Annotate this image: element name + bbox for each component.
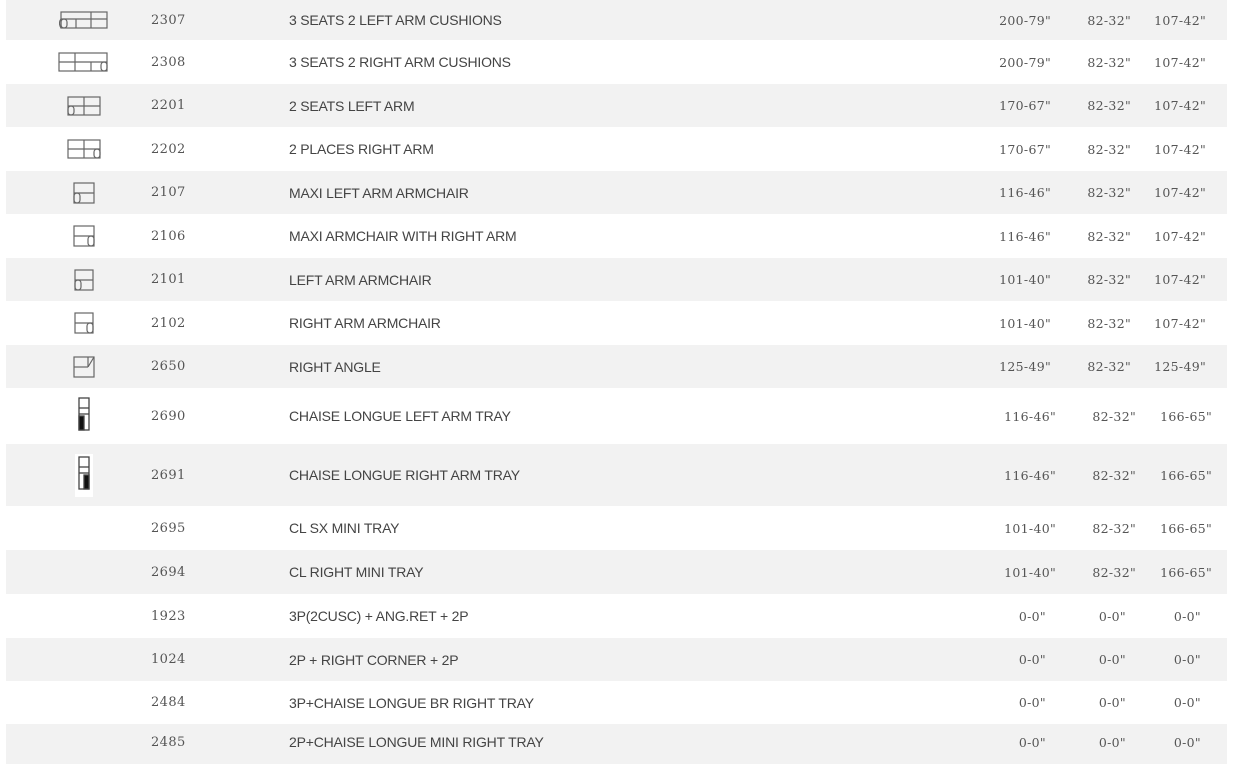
row-depth: 82-32" <box>1092 564 1136 580</box>
row-code: 1024 <box>151 652 186 667</box>
row-depth: 82-32" <box>1087 272 1131 287</box>
row-depth: 82-32" <box>1087 359 1131 374</box>
table-row <box>6 258 1227 301</box>
row-width: 0-0" <box>1018 695 1046 710</box>
row-depth: 82-32" <box>1087 54 1131 70</box>
row-width: 101-40" <box>1004 564 1056 580</box>
row-code: 2202 <box>151 141 186 157</box>
row-height: 107-42" <box>1154 141 1206 157</box>
two-seat-left-arm-icon <box>44 84 124 127</box>
row-height: 0-0" <box>1173 652 1201 667</box>
table-row <box>6 171 1227 214</box>
row-height: 107-42" <box>1154 228 1206 244</box>
row-code: 2201 <box>151 98 186 113</box>
right-angle-icon <box>44 345 124 388</box>
row-description: 2P+CHAISE LONGUE MINI RIGHT TRAY <box>289 734 544 750</box>
three-seat-left-arm-icon <box>44 0 124 40</box>
row-description: 2 PLACES RIGHT ARM <box>289 141 434 157</box>
table-row <box>6 506 1227 550</box>
row-depth: 82-32" <box>1087 98 1131 113</box>
row-height: 107-42" <box>1154 98 1206 113</box>
row-description: 3P+CHAISE LONGUE BR RIGHT TRAY <box>289 694 534 711</box>
chaise-left-tray-icon <box>44 388 124 444</box>
row-code: 2484 <box>151 695 186 710</box>
row-depth: 82-32" <box>1087 12 1131 28</box>
row-description: 2P + RIGHT CORNER + 2P <box>289 651 459 668</box>
row-depth: 82-32" <box>1092 520 1136 536</box>
row-description: 3 SEATS 2 LEFT ARM CUSHIONS <box>289 12 502 28</box>
table-row <box>6 127 1227 171</box>
row-depth: 0-0" <box>1098 695 1126 710</box>
row-code: 2106 <box>151 228 186 244</box>
row-width: 170-67" <box>999 98 1051 113</box>
row-code: 2107 <box>151 185 186 200</box>
row-description: MAXI LEFT ARM ARMCHAIR <box>289 184 469 201</box>
row-width: 116-46" <box>999 228 1051 244</box>
row-height: 107-42" <box>1154 272 1206 287</box>
row-description: LEFT ARM ARMCHAIR <box>289 271 432 288</box>
row-description: CL RIGHT MINI TRAY <box>289 564 424 580</box>
row-depth: 82-32" <box>1087 141 1131 157</box>
table-row <box>6 550 1227 594</box>
table-row <box>6 681 1227 724</box>
row-width: 116-46" <box>1004 408 1056 424</box>
left-armchair-icon <box>44 258 124 301</box>
row-height: 0-0" <box>1173 734 1201 750</box>
row-code: 2307 <box>151 12 186 28</box>
row-width: 116-46" <box>1004 467 1056 483</box>
row-height: 0-0" <box>1173 695 1201 710</box>
row-code: 2695 <box>151 520 186 536</box>
table-row <box>6 214 1227 258</box>
row-depth: 82-32" <box>1087 228 1131 244</box>
table-row <box>6 388 1227 444</box>
row-width: 101-40" <box>1004 520 1056 536</box>
table-row <box>6 0 1227 40</box>
row-description: 2 SEATS LEFT ARM <box>289 97 415 114</box>
row-width: 200-79" <box>999 54 1051 70</box>
row-description: 3P(2CUSC) + ANG.RET + 2P <box>289 608 469 624</box>
row-height: 125-49" <box>1154 359 1206 374</box>
row-height: 107-42" <box>1154 185 1206 200</box>
right-armchair-icon <box>44 301 124 345</box>
row-description: CHAISE LONGUE RIGHT ARM TRAY <box>289 467 520 483</box>
maxi-left-armchair-icon <box>44 171 124 214</box>
row-depth: 0-0" <box>1098 608 1126 624</box>
table-row <box>6 594 1227 638</box>
row-width: 125-49" <box>999 359 1051 374</box>
table-row <box>6 638 1227 681</box>
maxi-right-armchair-icon <box>44 214 124 258</box>
row-code: 2694 <box>151 564 186 580</box>
row-height: 107-42" <box>1154 12 1206 28</box>
row-code: 2308 <box>151 54 186 70</box>
row-code: 1923 <box>151 608 186 624</box>
two-seat-right-arm-icon <box>44 127 124 171</box>
row-code: 2691 <box>151 467 186 483</box>
row-depth: 0-0" <box>1098 734 1126 750</box>
product-table <box>6 0 1227 764</box>
row-description: MAXI ARMCHAIR WITH RIGHT ARM <box>289 228 517 244</box>
row-code: 2650 <box>151 359 186 374</box>
row-depth: 0-0" <box>1098 652 1126 667</box>
row-width: 101-40" <box>999 272 1051 287</box>
row-code: 2690 <box>151 408 186 424</box>
row-height: 107-42" <box>1154 315 1206 331</box>
three-seat-right-arm-icon <box>44 40 124 84</box>
row-height: 166-65" <box>1160 408 1212 424</box>
row-width: 170-67" <box>999 141 1051 157</box>
row-description: RIGHT ARM ARMCHAIR <box>289 315 441 331</box>
row-depth: 82-32" <box>1087 185 1131 200</box>
table-row <box>6 345 1227 388</box>
row-width: 101-40" <box>999 315 1051 331</box>
chaise-right-tray-icon <box>44 444 124 506</box>
row-code: 2101 <box>151 272 186 287</box>
row-depth: 82-32" <box>1087 315 1131 331</box>
table-row <box>6 40 1227 84</box>
row-depth: 82-32" <box>1092 467 1136 483</box>
table-row <box>6 301 1227 345</box>
table-row <box>6 84 1227 127</box>
row-description: 3 SEATS 2 RIGHT ARM CUSHIONS <box>289 54 511 70</box>
row-width: 0-0" <box>1018 734 1046 750</box>
row-description: RIGHT ANGLE <box>289 358 381 375</box>
row-height: 107-42" <box>1154 54 1206 70</box>
row-width: 0-0" <box>1018 652 1046 667</box>
row-height: 166-65" <box>1160 520 1212 536</box>
row-height: 166-65" <box>1160 564 1212 580</box>
row-height: 166-65" <box>1160 467 1212 483</box>
row-description: CL SX MINI TRAY <box>289 520 400 536</box>
row-width: 0-0" <box>1018 608 1046 624</box>
row-description: CHAISE LONGUE LEFT ARM TRAY <box>289 408 511 424</box>
row-width: 116-46" <box>999 185 1051 200</box>
table-row <box>6 724 1227 764</box>
row-depth: 82-32" <box>1092 408 1136 424</box>
row-code: 2102 <box>151 315 186 331</box>
row-width: 200-79" <box>999 12 1051 28</box>
row-height: 0-0" <box>1173 608 1201 624</box>
table-row <box>6 444 1227 506</box>
row-code: 2485 <box>151 734 186 750</box>
